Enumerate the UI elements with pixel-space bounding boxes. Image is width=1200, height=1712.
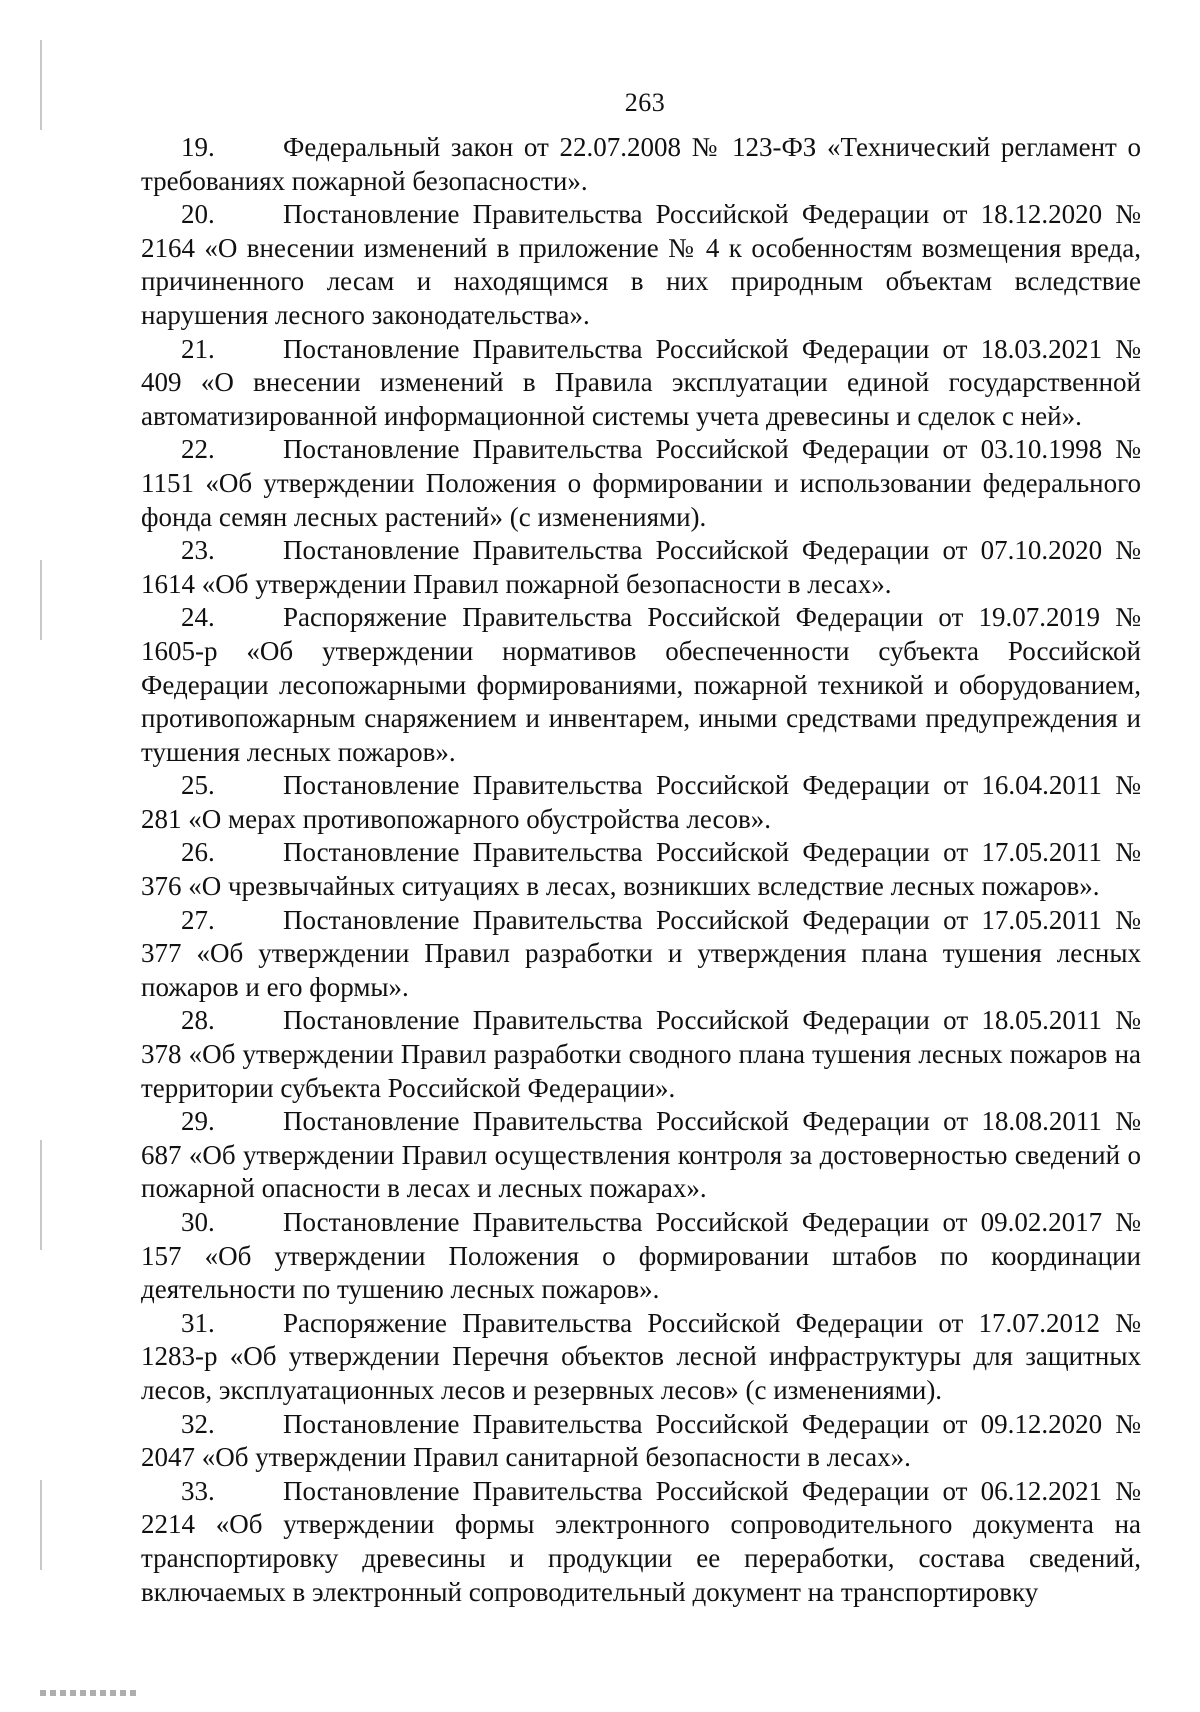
item-number: 27. bbox=[181, 904, 215, 935]
item-text: Распоряжение Правительства Российской Федерации от 19.07.2019 № 1605-р «Об утверждении нормативов обеспеченности субъекта Российской Федерации лесопожарными формированиями, пожарной техникой и оборудованием, противопожарным снаряжением и инвентарем, иными средствами предупреждения и тушения лесных пожаров». bbox=[141, 602, 1141, 767]
list-item bbox=[141, 1475, 1141, 1609]
item-number: 32. bbox=[181, 1408, 215, 1439]
item-text: Постановление Правительства Российской Федерации от 17.05.2011 № 376 «О чрезвычайных ситуациях в лесах, возникших вследствие лесных пожаров». bbox=[141, 837, 1141, 902]
item-number: 30. bbox=[181, 1207, 215, 1237]
item-text: Постановление Правительства Российской Федерации от 09.02.2017 № 157 «Об утверждении Положения о формировании штабов по координации деятельности по тушению лесных пожаров». bbox=[141, 1207, 1141, 1305]
list-item bbox=[141, 534, 1141, 601]
item-number: 29. bbox=[181, 1106, 215, 1137]
item-number: 26. bbox=[181, 837, 215, 868]
page-number: 263 bbox=[624, 88, 666, 117]
list-item bbox=[141, 1307, 1141, 1408]
item-number: 28. bbox=[181, 1005, 215, 1036]
item-text: Постановление Правительства Российской Федерации от 18.08.2011 № 687 «Об утверждении Правил осуществления контроля за достоверностью сведений о пожарной опасности в лесах и лесных пожарах». bbox=[141, 1106, 1141, 1204]
item-number: 31. bbox=[181, 1307, 215, 1338]
item-number: 24. bbox=[181, 602, 215, 633]
list-item bbox=[141, 433, 1141, 534]
item-text: Постановление Правительства Российской Федерации от 07.10.2020 № 1614 «Об утверждении Правил пожарной безопасности в лесах». bbox=[141, 535, 1141, 599]
scan-edge-mark bbox=[40, 1480, 42, 1570]
list-item bbox=[141, 1408, 1141, 1475]
item-text: Постановление Правительства Российской Федерации от 18.03.2021 № 409 «О внесении изменений в Правила эксплуатации единой государственной автоматизированной информационной системы учета древесины и сделок с ней». bbox=[141, 333, 1141, 431]
list-item bbox=[141, 198, 1141, 332]
item-text: Постановление Правительства Российской Федерации от 03.10.1998 № 1151 «Об утверждении Положения о формировании и использовании федерального фонда семян лесных растений» (с изменениями). bbox=[141, 434, 1141, 532]
item-text: Постановление Правительства Российской Федерации от 16.04.2011 № 281 «О мерах противопожарного обустройства лесов». bbox=[141, 770, 1141, 834]
item-number: 21. bbox=[181, 333, 215, 364]
item-number: 25. bbox=[181, 770, 215, 801]
item-number: 19. bbox=[181, 132, 215, 162]
list-item bbox=[141, 836, 1141, 903]
list-item bbox=[141, 1004, 1141, 1105]
list-item bbox=[141, 769, 1141, 836]
scan-artifact bbox=[40, 1690, 140, 1696]
item-number: 23. bbox=[181, 535, 215, 566]
scan-edge-mark bbox=[40, 1140, 42, 1250]
list-item bbox=[141, 131, 1141, 198]
item-text: Федеральный закон от 22.07.2008 № 123-ФЗ «Технический регламент о требованиях пожарной безопасности». bbox=[141, 132, 1141, 196]
item-text: Распоряжение Правительства Российской Федерации от 17.07.2012 № 1283-р «Об утверждении Перечня объектов лесной инфраструктуры для защитных лесов, эксплуатационных лесов и резервных лесов» (с изменениями). bbox=[141, 1307, 1141, 1405]
item-text: Постановление Правительства Российской Федерации от 18.12.2020 № 2164 «О внесении изменений в приложение № 4 к особенностям возмещения вреда, причиненного лесам и находящимся в них природным объектам вследствие нарушения лесного законодательства». bbox=[141, 199, 1141, 330]
list-item bbox=[141, 1105, 1141, 1206]
item-number: 33. bbox=[181, 1475, 215, 1506]
list-item bbox=[141, 904, 1141, 1005]
list-item bbox=[141, 601, 1141, 769]
item-number: 22. bbox=[181, 434, 215, 465]
item-text: Постановление Правительства Российской Федерации от 17.05.2011 № 377 «Об утверждении Правил разработки и утверждения плана тушения лесных пожаров и его формы». bbox=[141, 904, 1141, 1002]
scan-edge-mark bbox=[40, 560, 42, 640]
item-text: Постановление Правительства Российской Федерации от 18.05.2011 № 378 «Об утверждении Правил разработки сводного плана тушения лесных пожаров на территории субъекта Российской Федерации». bbox=[141, 1005, 1141, 1103]
item-text: Постановление Правительства Российской Федерации от 09.12.2020 № 2047 «Об утверждении Правил санитарной безопасности в лесах». bbox=[141, 1408, 1141, 1473]
list-item bbox=[141, 1206, 1141, 1307]
list-item bbox=[141, 333, 1141, 434]
item-text: Постановление Правительства Российской Федерации от 06.12.2021 № 2214 «Об утверждении формы электронного сопроводительного документа на транспортировку древесины и продукции ее переработки, состава сведений, включаемых в электронный сопроводительный документ на транспортировку bbox=[141, 1475, 1141, 1607]
item-number: 20. bbox=[181, 199, 215, 230]
document-body bbox=[141, 131, 1141, 1609]
